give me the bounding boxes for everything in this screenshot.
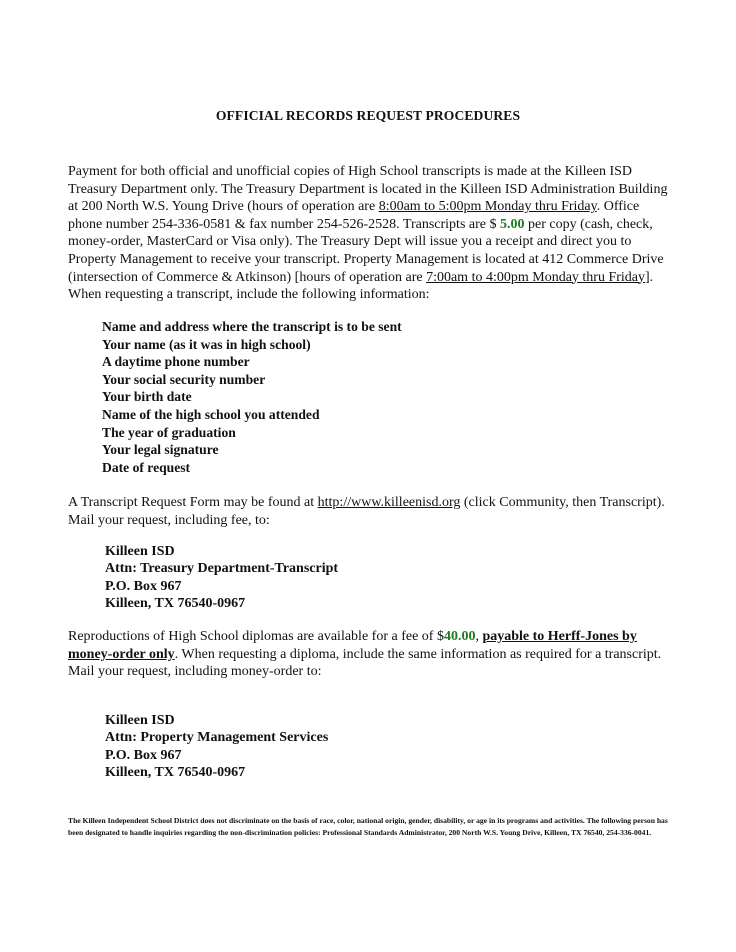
property-management-hours: 7:00am to 4:00pm Monday thru Friday	[426, 269, 646, 285]
para3-text-2: ,	[475, 629, 483, 644]
address-line: Killeen ISD	[105, 713, 175, 728]
para1-text-3: per copy (cash, check, money-order, MasterCard or Visa only). The Treasury Dept will issue you a receipt and direct you to Property Management to receive your transcript. Property Management is located at 412 Commerce Drive (intersection of Commerce & Atkinson) [hours of operation are	[68, 216, 664, 285]
property-mailing-address	[105, 712, 328, 782]
para3-text-1: Reproductions of High School diplomas are available for a fee of $	[68, 629, 444, 644]
page-title: OFFICIAL RECORDS REQUEST PROCEDURES	[215, 108, 521, 123]
diploma-fee: 40.00	[443, 629, 476, 644]
address-line: Killeen ISD	[105, 544, 175, 559]
list-item: The year of graduation	[102, 424, 236, 440]
para1-text-4: ]. When requesting a transcript, include the following information:	[68, 269, 654, 303]
request-form-paragraph	[68, 494, 668, 529]
payable-note: payable to Herff-Jones by money-order only	[68, 629, 637, 662]
address-line: Killeen, TX 76540-0967	[105, 596, 246, 612]
address-line: Killeen, TX 76540-0967	[105, 765, 246, 781]
transcript-price: 5.00	[499, 216, 525, 232]
address-line: Attn: Treasury Department-Transcript	[105, 561, 339, 577]
para1-text-2: . Office phone number 254-336-0581 & fax number 254-526-2528. Transcripts are $	[68, 199, 640, 232]
para3-text-3: . When requesting a diploma, include the same information as required for a transcript. Mail your request, including money-order to:	[68, 646, 662, 680]
list-item: Name of the high school you attended	[102, 406, 320, 422]
list-item: Your legal signature	[102, 442, 219, 458]
district-website-link[interactable]: http://www.killeenisd.org	[317, 495, 461, 510]
list-item: Your birth date	[102, 389, 192, 405]
list-item: Your social security number	[102, 371, 266, 387]
list-item: A daytime phone number	[102, 354, 250, 370]
non-discrimination-footer: The Killeen Independent School District does not discriminate on the basis of race, color, national origin, gender, disability, or age in its programs and activities. The following person has been designated to handle inquiries regarding the non-discrimination policies: Professional Standards Administrator, 200 North W.S. Young Drive, Killeen, TX 76540, 254-336-0041.	[68, 816, 668, 837]
para1-text-1: Payment for both official and unofficial copies of High School transcripts is made at the Killeen ISD Treasury Department only. The Treasury Department is located in the Killeen ISD Administration Building at 200 North W.S. Young Drive (hours of operation are	[68, 164, 668, 215]
para2-text-1: A Transcript Request Form may be found at	[68, 495, 318, 510]
treasury-hours: 8:00am to 5:00pm Monday thru Friday	[378, 199, 597, 215]
list-item: Your name (as it was in high school)	[102, 336, 311, 352]
list-item: Name and address where the transcript is to be sent	[102, 319, 402, 334]
transcript-payment-paragraph	[68, 163, 668, 304]
required-info-list	[102, 318, 402, 476]
treasury-mailing-address	[105, 543, 338, 613]
address-line: Attn: Property Management Services	[105, 730, 329, 746]
para2-text-2: (click Community, then Transcript). Mail your request, including fee, to:	[68, 495, 665, 528]
diploma-paragraph	[68, 628, 668, 681]
list-item: Date of request	[102, 459, 191, 475]
address-line: P.O. Box 967	[105, 578, 182, 594]
address-line: P.O. Box 967	[105, 747, 182, 763]
